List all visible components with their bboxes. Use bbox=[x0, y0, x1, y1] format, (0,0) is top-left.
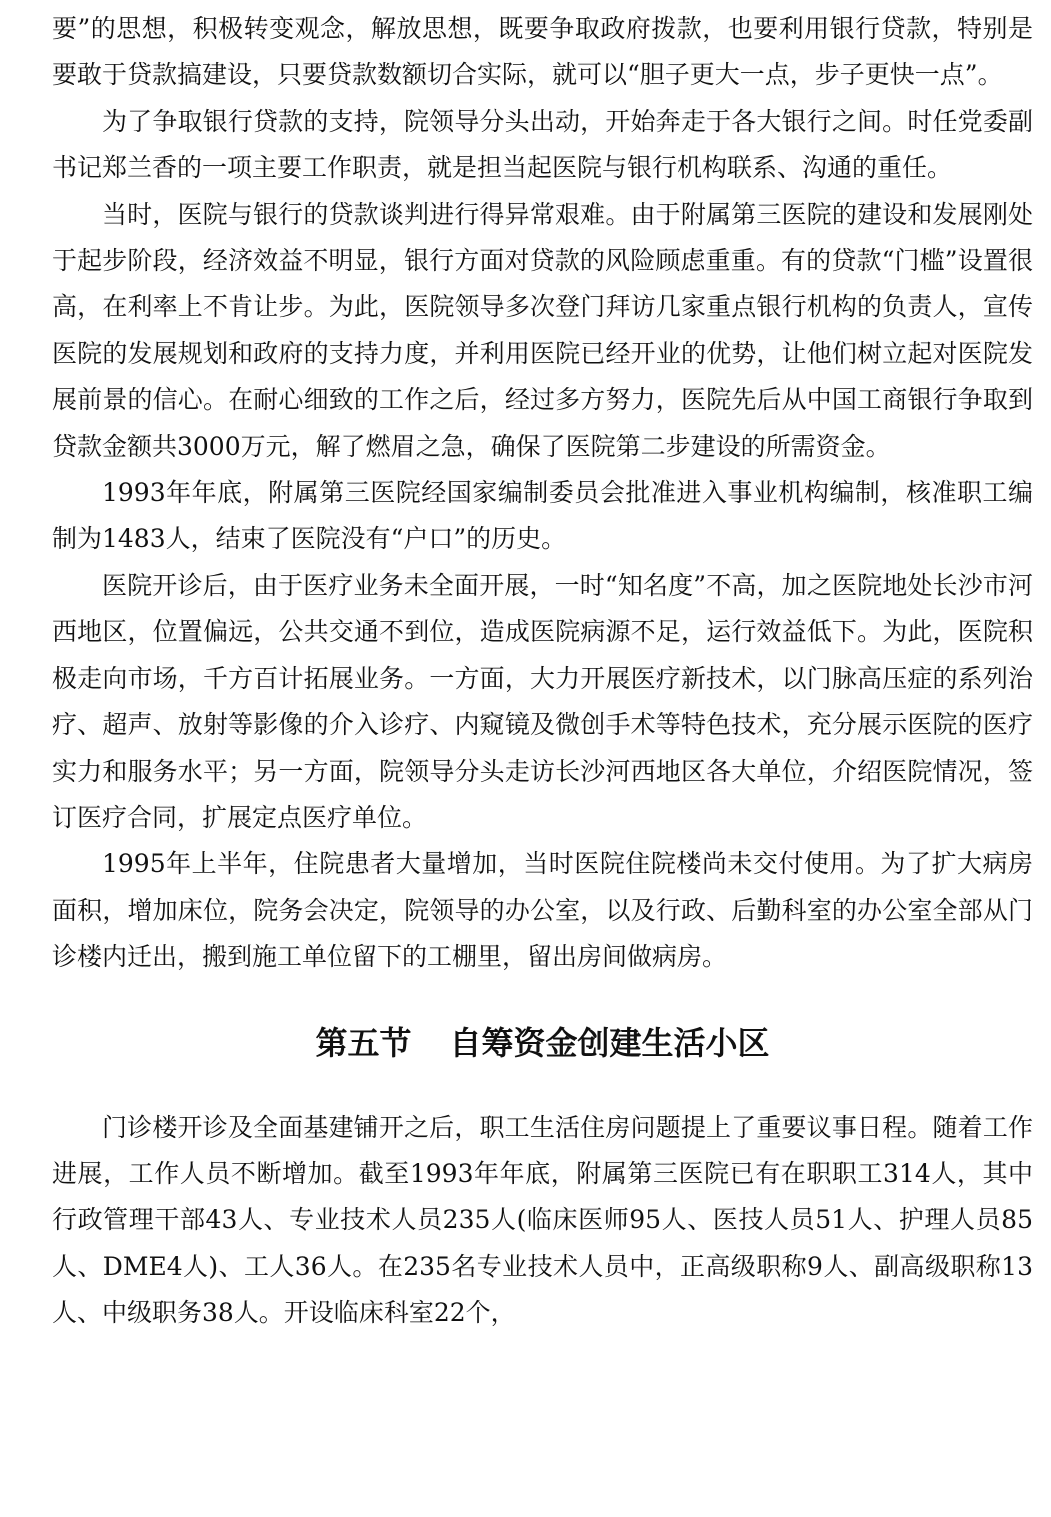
paragraph-staffing-approval: 1993年年底，附属第三医院经国家编制委员会批准进入事业机构编制，核准职工编制为1483人，结束了医院没有“户口”的历史。 bbox=[52, 478, 1033, 554]
paragraph-staff-housing: 门诊楼开诊及全面基建铺开之后，职工生活住房问题提上了重要议事日程。随着工作进展，工作人员不断增加。截至1993年年底，附属第三医院已有在职职工314人，其中行政管理干部43人、专业技术人员235人(临床医师95人、医技人员51人、护理人员85人、DME4人)、工人36人。在235名专业技术人员中，正高级职称9人、副高级职称13人、中级职务38人。开设临床科室22个， bbox=[52, 1112, 1033, 1328]
section-heading bbox=[52, 981, 1033, 1105]
paragraph-continuation: 要”的思想，积极转变观念，解放思想，既要争取政府拨款，也要利用银行贷款，特别是要敢于贷款搞建设，只要贷款数额切合实际，就可以“胆子更大一点，步子更快一点”。 bbox=[52, 14, 1033, 90]
document-page bbox=[52, 6, 1033, 1337]
paragraph-market-expansion: 医院开诊后，由于医疗业务未全面开展，一时“知名度”不高，加之医院地处长沙市河西地区，位置偏远，公共交通不到位，造成医院病源不足，运行效益低下。为此，医院积极走向市场，千方百计拓展业务。一方面，大力开展医疗新技术，以门脉高压症的系列治疗、超声、放射等影像的介入诊疗、内窥镜及微创手术等特色技术，充分展示医院的医疗实力和服务水平；另一方面，院领导分头走访长沙河西地区各大单位，介绍医院情况，签订医疗合同，扩展定点医疗单位。 bbox=[52, 570, 1033, 832]
paragraph-loan-negotiation: 当时，医院与银行的贷款谈判进行得异常艰难。由于附属第三医院的建设和发展刚处于起步阶段，经济效益不明显，银行方面对贷款的风险顾虑重重。有的贷款“门槛”设置很高，在利率上不肯让步。为此，医院领导多次登门拜访几家重点银行机构的负责人，宣传医院的发展规划和政府的支持力度，并利用医院已经开业的优势，让他们树立起对医院发展前景的信心。在耐心细致的工作之后，经过多方努力，医院先后从中国工商银行争取到贷款金额共3000万元，解了燃眉之急，确保了医院第二步建设的所需资金。 bbox=[52, 199, 1033, 461]
paragraph-ward-expansion: 1995年上半年，住院患者大量增加，当时医院住院楼尚未交付使用。为了扩大病房面积，增加床位，院务会决定，院领导的办公室，以及行政、后勤科室的办公室全部从门诊楼内迁出，搬到施工单位留下的工棚里，留出房间做病房。 bbox=[52, 849, 1033, 972]
section-title: 自筹资金创建生活小区 bbox=[449, 1023, 770, 1062]
paragraph-bank-loan-effort: 为了争取银行贷款的支持，院领导分头出动，开始奔走于各大银行之间。时任党委副书记郑兰香的一项主要工作职责，就是担当起医院与银行机构联系、沟通的重任。 bbox=[52, 106, 1033, 183]
section-number: 第五节 bbox=[315, 1023, 412, 1062]
